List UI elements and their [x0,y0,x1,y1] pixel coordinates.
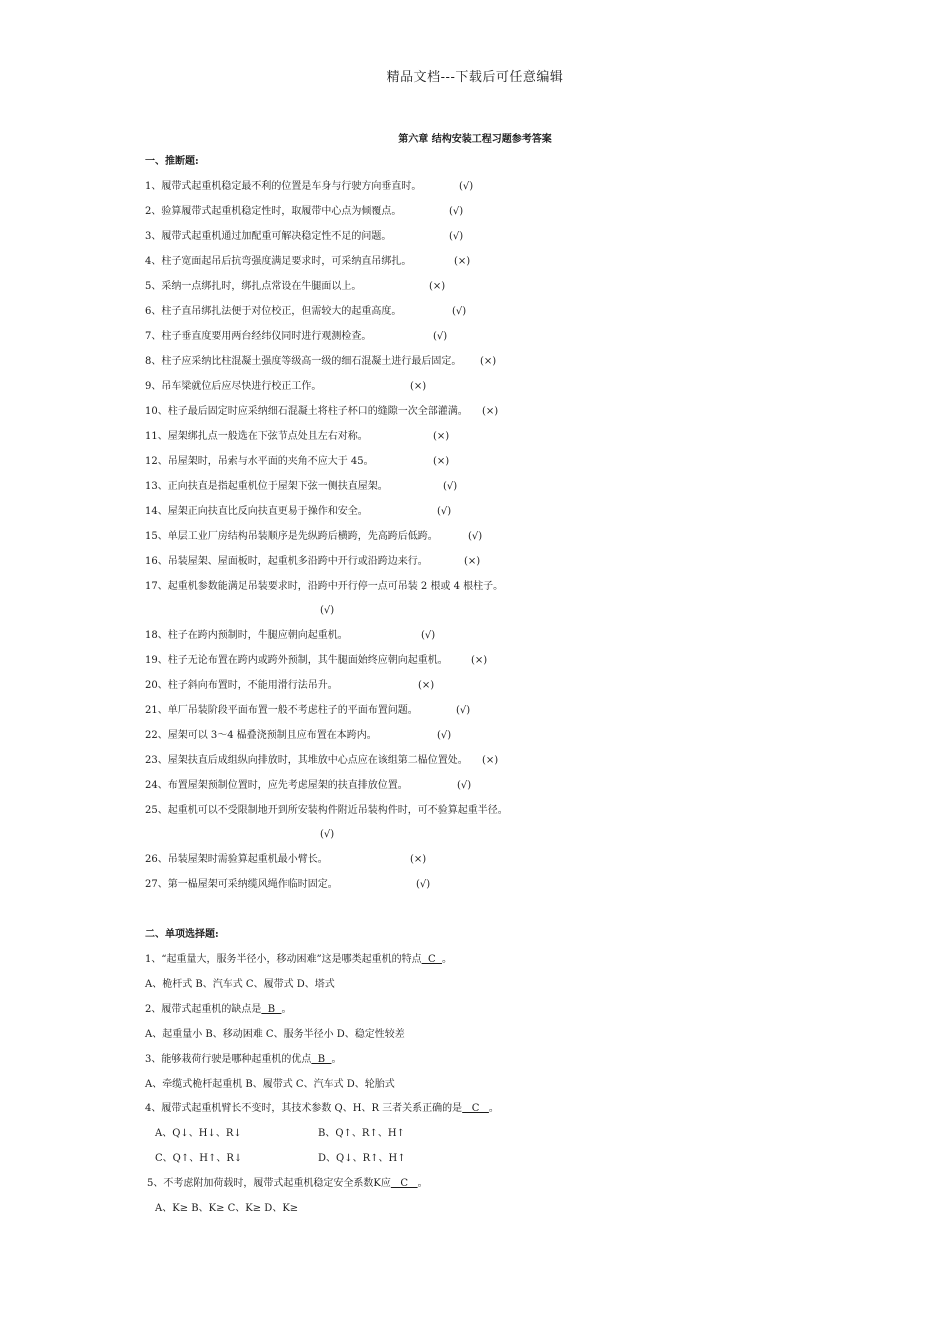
choice-option-c: C、Q↑、H↑、R↓ [155,1153,243,1164]
choice-option-d: D、Q↓、R↑、H↑ [318,1153,406,1164]
choice-options: A、起重量小 B、移动困难 C、服务半径小 D、稳定性较差 [145,1029,405,1040]
question-answer: (×) [410,854,427,865]
question-answer: (√) [468,531,483,542]
question-answer: (√) [452,306,467,317]
question-suffix: 。 [441,954,452,965]
question-text: 16、吊装屋架、屋面板时，起重机多沿跨中开行或沿跨边来行。 [145,556,428,567]
question-answer: C [421,954,442,965]
choice-options: A、牵缆式桅杆起重机 B、履带式 C、汽车式 D、轮胎式 [145,1079,395,1090]
question-suffix: 。 [488,1103,499,1114]
question-answer: (√) [320,829,335,840]
question-answer: C [462,1103,489,1114]
question-answer: (√) [443,481,458,492]
question-text: 5、不考虑附加荷载时，履带式起重机稳定安全系数K应 [147,1178,391,1189]
section-heading-judgement: 一、推断题: [145,156,199,167]
question-answer: (√) [421,630,436,641]
question-text: 8、柱子应采纳比柱混凝土强度等级高一级的细石混凝土进行最后固定。 [145,356,462,367]
question-answer: (√) [437,506,452,517]
question-suffix: 。 [331,1054,342,1065]
question-suffix: 。 [281,1004,292,1015]
question-text: 27、第一榀屋架可采纳缆风绳作临时固定。 [145,879,338,890]
question-answer: (√) [459,181,474,192]
question-answer: (√) [449,206,464,217]
question-text: 15、单层工业厂房结构吊装顺序是先纵跨后横跨，先高跨后低跨。 [145,531,438,542]
question-answer: (×) [471,655,488,666]
question-text: 24、布置屋架预制位置时，应先考虑屋架的扶直排放位置。 [145,780,408,791]
question-answer: (×) [464,556,481,567]
question-answer: C [390,1178,418,1189]
choice-question-1 [145,953,452,967]
question-text: 7、柱子垂直度要用两台经纬仪同时进行观测检查。 [145,331,372,342]
question-text: 1、“起重量大，服务半径小，移动困难”这是哪类起重机的特点 [145,954,422,965]
choice-option-a: A、Q↓、H↓、R↓ [155,1128,242,1139]
question-text: 12、吊屋架时，吊索与水平面的夹角不应大于 45。 [145,456,374,467]
question-answer: (√) [416,879,431,890]
question-text: 2、履带式起重机的缺点是 [145,1004,262,1015]
question-text: 13、正向扶直是指起重机位于屋架下弦一侧扶直屋架。 [145,481,388,492]
choice-options: A、桅杆式 B、汽车式 C、履带式 D、塔式 [145,979,335,990]
question-text: 3、能够栽荷行驶是哪种起重机的优点 [145,1054,312,1065]
question-text: 20、柱子斜向布置时，不能用滑行法吊升。 [145,680,338,691]
question-text: 9、吊车梁就位后应尽快进行校正工作。 [145,381,322,392]
question-text: 4、履带式起重机臂长不变时，其技术参数 Q、H、R 三者关系正确的是 [145,1103,463,1114]
question-answer: (×) [433,431,450,442]
question-answer: (×) [454,256,471,267]
question-answer: (√) [457,780,472,791]
question-answer: (√) [320,605,335,616]
question-text: 5、采纳一点绑扎时，绑扎点常设在牛腿面以上。 [145,281,362,292]
question-text: 19、柱子无论布置在跨内或跨外预制，其牛腿面始终应朝向起重机。 [145,655,448,666]
question-text: 4、柱子宽面起吊后抗弯强度满足要求时，可采纳直吊绑扎。 [145,256,412,267]
question-answer: (√) [437,730,452,741]
question-answer: (×) [482,406,499,417]
question-answer: (×) [429,281,446,292]
question-text: 1、履带式起重机稳定最不利的位置是车身与行驶方向垂直时。 [145,181,422,192]
question-text: 2、验算履带式起重机稳定性时，取履带中心点为倾覆点。 [145,206,402,217]
question-text: 14、屋架正向扶直比反向扶直更易于操作和安全。 [145,506,368,517]
question-answer: (√) [456,705,471,716]
question-text: 6、柱子直吊绑扎法便于对位校正，但需较大的起重高度。 [145,306,402,317]
choice-question-5 [147,1177,428,1191]
question-answer: B [311,1054,332,1065]
chapter-title: 第六章 结构安装工程习题参考答案 [398,134,552,145]
question-answer: (×) [433,456,450,467]
question-answer: B [261,1004,282,1015]
choice-options: A、K≥ B、K≥ C、K≥ D、K≥ [155,1203,299,1214]
question-answer: (√) [433,331,448,342]
question-answer: (√) [449,231,464,242]
question-answer: (×) [480,356,497,367]
question-text: 23、屋架扶直后成组纵向排放时，其堆放中心点应在该组第二榀位置处。 [145,755,468,766]
question-text: 3、履带式起重机通过加配重可解决稳定性不足的问题。 [145,231,392,242]
question-text: 10、柱子最后固定时应采纳细石混凝土将柱子杯口的缝隙一次全部灌满。 [145,406,468,417]
question-text: 18、柱子在跨内预制时，牛腿应朝向起重机。 [145,630,348,641]
question-text: 21、单厂吊装阶段平面布置一般不考虑柱子的平面布置问题。 [145,705,418,716]
choice-question-3 [145,1053,341,1067]
question-answer: (×) [418,680,435,691]
question-answer: (×) [410,381,427,392]
choice-question-2 [145,1003,291,1017]
question-suffix: 。 [417,1178,428,1189]
question-text: 25、起重机可以不受限制地开到所安装构件附近吊装构件时，可不验算起重半径。 [145,805,508,816]
page-watermark: 精品文档---下载后可任意编辑 [386,70,564,85]
question-text: 11、屋架绑扎点一般选在下弦节点处且左右对称。 [145,431,368,442]
question-text: 26、吊装屋架时需验算起重机最小臂长。 [145,854,328,865]
choice-option-b: B、Q↑、R↑、H↑ [318,1128,405,1139]
question-text: 22、屋架可以 3～4 榀叠浇预制且应布置在本跨内。 [145,730,377,741]
section-heading-choice: 二、单项选择题: [145,929,219,940]
choice-question-4 [145,1102,499,1116]
question-answer: (×) [482,755,499,766]
question-text: 17、起重机参数能满足吊装要求时，沿跨中开行停一点可吊装 2 根或 4 根柱子。 [145,581,504,592]
